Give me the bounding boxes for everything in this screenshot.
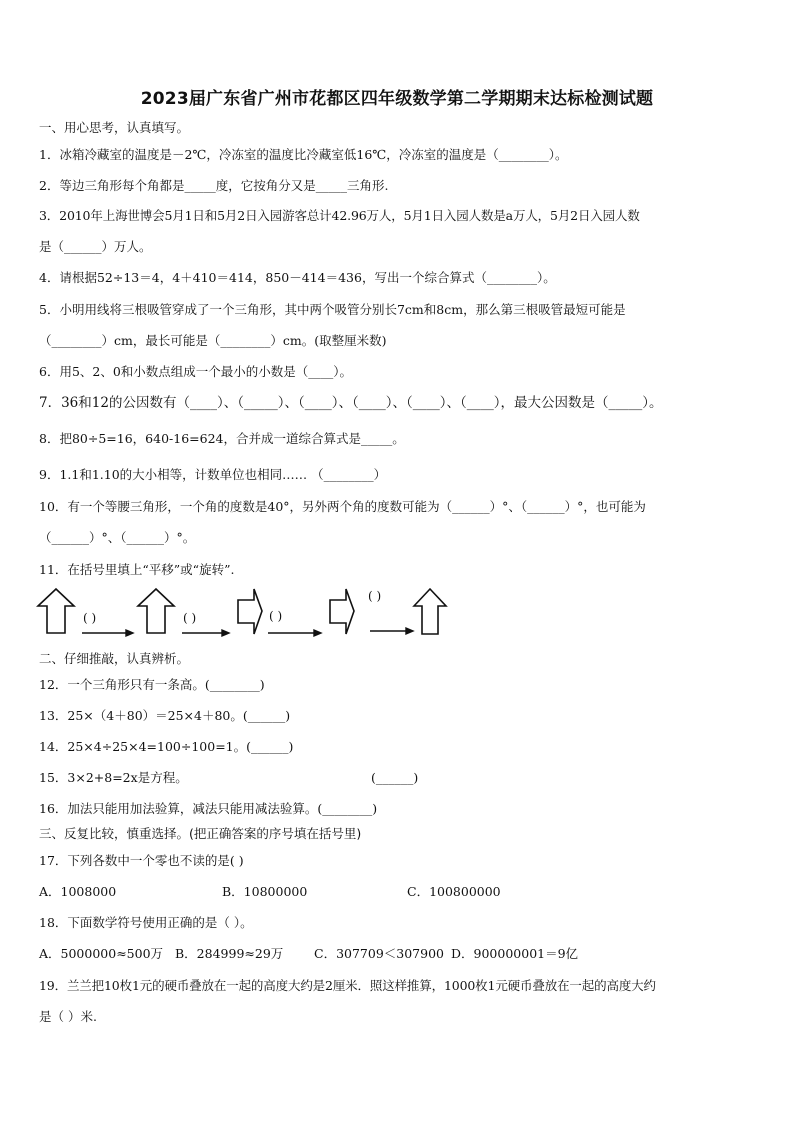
translation-rotation-figure bbox=[36, 586, 456, 648]
section-1-heading: 一、用心思考，认真填写。 bbox=[39, 120, 190, 135]
question-10-line-1: 10．有一个等腰三角形，一个角的度数是40°，另外两个角的度数可能为（______）°、（______）°，也可能为 bbox=[39, 499, 646, 514]
blank-label-3: ( ) bbox=[269, 609, 283, 623]
question-10-line-2: （______）°、（______）°。 bbox=[39, 530, 196, 545]
arrowhead-2 bbox=[222, 630, 229, 636]
question-1: 1．冰箱冷藏室的温度是－2℃，冷冻室的温度比冷藏室低16℃，冷冻室的温度是（________）。 bbox=[39, 147, 568, 162]
up-arrow-shape-2 bbox=[138, 589, 174, 633]
question-3-line-1: 3．2010年上海世博会5月1日和5月2日入园游客总计42.96万人，5月1日入园人数是a万人，5月2日入园人数 bbox=[39, 208, 640, 223]
section-3-heading: 三、反复比较，慎重选择。(把正确答案的序号填在括号里) bbox=[39, 826, 362, 841]
question-14: 14．25×4÷25×4=100÷100=1。(______) bbox=[39, 739, 294, 754]
question-6: 6．用5、2、0和小数点组成一个最小的小数是（____）。 bbox=[39, 364, 353, 379]
question-13: 13．25×（4＋80）＝25×4＋80。(______) bbox=[39, 708, 291, 723]
page-title: 2023届广东省广州市花都区四年级数学第二学期期末达标检测试题 bbox=[140, 89, 654, 109]
question-16: 16．加法只能用加法验算，减法只能用减法验算。(________) bbox=[39, 801, 378, 816]
question-7: 7．36和12的公因数有（____）、（_____）、（____）、（____）、（____）、（____），最大公因数是（_____）。 bbox=[39, 395, 663, 411]
arrowhead-1 bbox=[126, 630, 133, 636]
question-17-option-c: C．100800000 bbox=[407, 884, 501, 899]
question-19-line-1: 19．兰兰把10枚1元的硬币叠放在一起的高度大约是2厘米．照这样推算，1000枚1元硬币叠放在一起的高度大约 bbox=[39, 978, 656, 993]
question-5-line-2: （________）cm，最长可能是（________）cm。(取整厘米数) bbox=[39, 333, 387, 348]
blank-label-2: ( ) bbox=[183, 611, 197, 625]
question-18: 18．下面数学符号使用正确的是（ ）。 bbox=[39, 915, 253, 930]
arrowhead-3 bbox=[314, 630, 321, 636]
question-4: 4．请根据52÷13＝4，4＋410＝414，850－414＝436，写出一个综合算式（________）。 bbox=[39, 270, 556, 285]
question-17: 17．下列各数中一个零也不读的是( ) bbox=[39, 853, 244, 868]
question-17-option-b: B．10800000 bbox=[222, 884, 308, 899]
blank-label-1: ( ) bbox=[83, 611, 97, 625]
question-18-option-c: C．307709＜307900 bbox=[314, 946, 444, 961]
question-8: 8．把80÷5=16，640-16=624，合并成一道综合算式是_____。 bbox=[39, 431, 405, 446]
up-arrow-shape-1 bbox=[38, 589, 74, 633]
question-15-answer-blank: (______) bbox=[371, 770, 419, 785]
right-arrow-shape-1 bbox=[238, 589, 262, 634]
question-12: 12．一个三角形只有一条高。(________) bbox=[39, 677, 265, 692]
question-18-option-b: B．284999≈29万 bbox=[175, 946, 284, 961]
up-arrow-shape-3 bbox=[414, 589, 446, 634]
blank-label-4: ( ) bbox=[368, 589, 382, 603]
section-2-heading: 二、仔细推敲，认真辨析。 bbox=[39, 651, 190, 666]
question-3-line-2: 是（______）万人。 bbox=[39, 239, 152, 254]
question-18-option-a: A．5000000≈500万 bbox=[39, 946, 164, 961]
right-arrow-shape-2 bbox=[330, 589, 354, 634]
arrowhead-4 bbox=[406, 628, 413, 634]
question-19-line-2: 是（ ）米. bbox=[39, 1009, 97, 1024]
question-5-line-1: 5．小明用线将三根吸管穿成了一个三角形，其中两个吸管分别长7cm和8cm，那么第三根吸管最短可能是 bbox=[39, 302, 626, 317]
question-18-option-d: D．900000001＝9亿 bbox=[451, 946, 579, 961]
question-17-option-a: A．1008000 bbox=[39, 884, 117, 899]
question-15: 15．3×2+8=2x是方程。 bbox=[39, 770, 188, 785]
question-2: 2．等边三角形每个角都是_____度，它按角分又是_____三角形. bbox=[39, 178, 389, 193]
question-9: 9．1.1和1.10的大小相等，计数单位也相同…… （________） bbox=[39, 467, 387, 482]
question-11: 11．在括号里填上“平移”或“旋转”. bbox=[39, 562, 235, 577]
